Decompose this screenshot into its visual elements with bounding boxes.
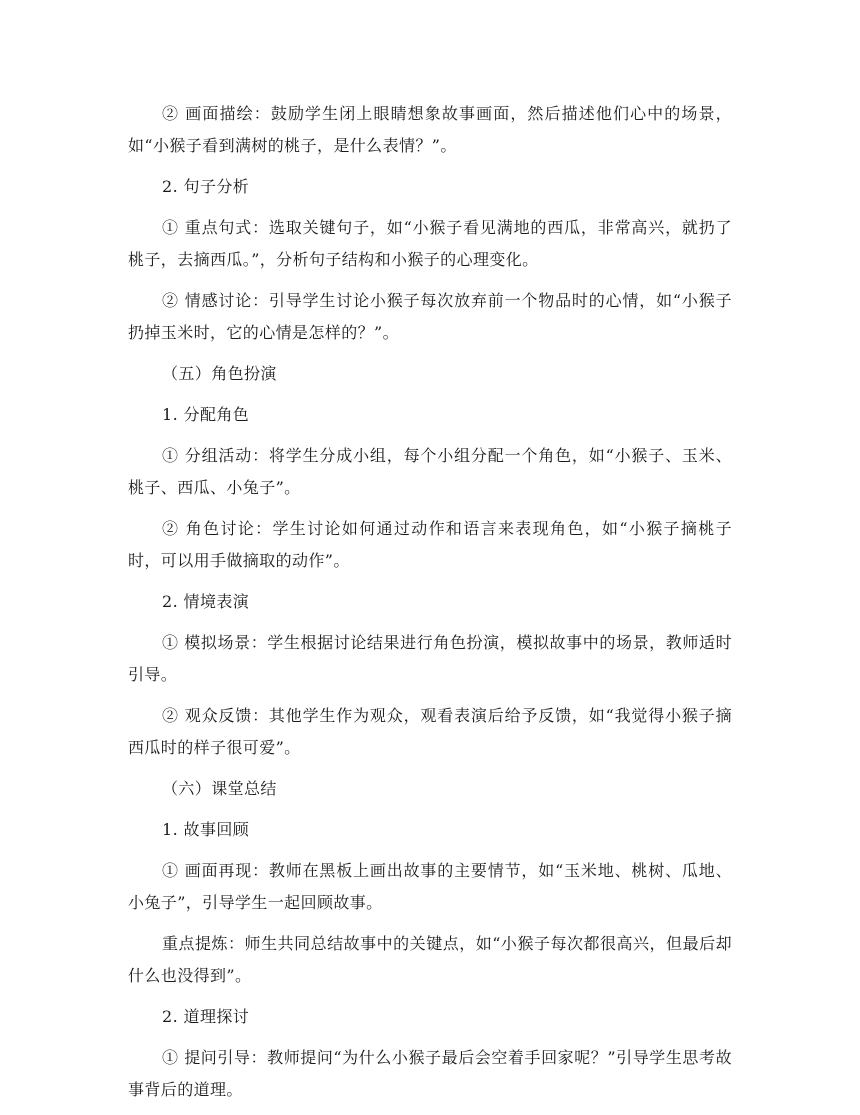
- heading-scene-performance: 2. 情境表演: [162, 592, 250, 611]
- paragraph-key-sentences: ① 重点句式：选取关键句子，如“小猴子看见满地的西瓜，非常高兴，就扔了桃子，去摘西瓜。”，分析句子结构和小猴子的心理变化。: [128, 218, 732, 269]
- heading-moral-discussion: 2. 道理探讨: [162, 1007, 250, 1026]
- paragraph-role-discussion: ② 角色讨论：学生讨论如何通过动作和语言来表现角色，如“小猴子摘桃子时，可以用手做摘取的动作”。: [128, 519, 732, 570]
- heading-sentence-analysis: 2. 句子分析: [162, 177, 250, 196]
- paragraph-scene-description: ② 画面描绘：鼓励学生闭上眼睛想象故事画面，然后描述他们心中的场景，如“小猴子看到满树的桃子，是什么表情？”。: [128, 104, 732, 155]
- paragraph-question-guidance: ① 提问引导：教师提问“为什么小猴子最后会空着手回家呢？”引导学生思考故事背后的道理。: [128, 1048, 732, 1099]
- document-body: [128, 98, 732, 1115]
- paragraph-simulated-scene: ① 模拟场景：学生根据讨论结果进行角色扮演，模拟故事中的场景，教师适时引导。: [128, 633, 732, 684]
- paragraph-group-activity: ① 分组活动：将学生分成小组，每个小组分配一个角色，如“小猴子、玉米、桃子、西瓜、小兔子”。: [128, 446, 732, 497]
- paragraph-emotion-discussion: ② 情感讨论：引导学生讨论小猴子每次放弃前一个物品时的心情，如“小猴子扔掉玉米时，它的心情是怎样的？”。: [128, 291, 732, 342]
- paragraph-picture-recall: ① 画面再现：教师在黑板上画出故事的主要情节，如“玉米地、桃树、瓜地、小兔子”，引导学生一起回顾故事。: [128, 861, 732, 912]
- paragraph-audience-feedback: ② 观众反馈：其他学生作为观众，观看表演后给予反馈，如“我觉得小猴子摘西瓜时的样子很可爱”。: [128, 706, 732, 757]
- heading-story-review: 1. 故事回顾: [162, 820, 250, 839]
- heading-assign-roles: 1. 分配角色: [162, 405, 250, 424]
- paragraph-key-points: 重点提炼：师生共同总结故事中的关键点，如“小猴子每次都很高兴，但最后却什么也没得到”。: [128, 934, 732, 985]
- heading-role-play: （五）角色扮演: [162, 364, 277, 383]
- heading-class-summary: （六）课堂总结: [162, 779, 277, 798]
